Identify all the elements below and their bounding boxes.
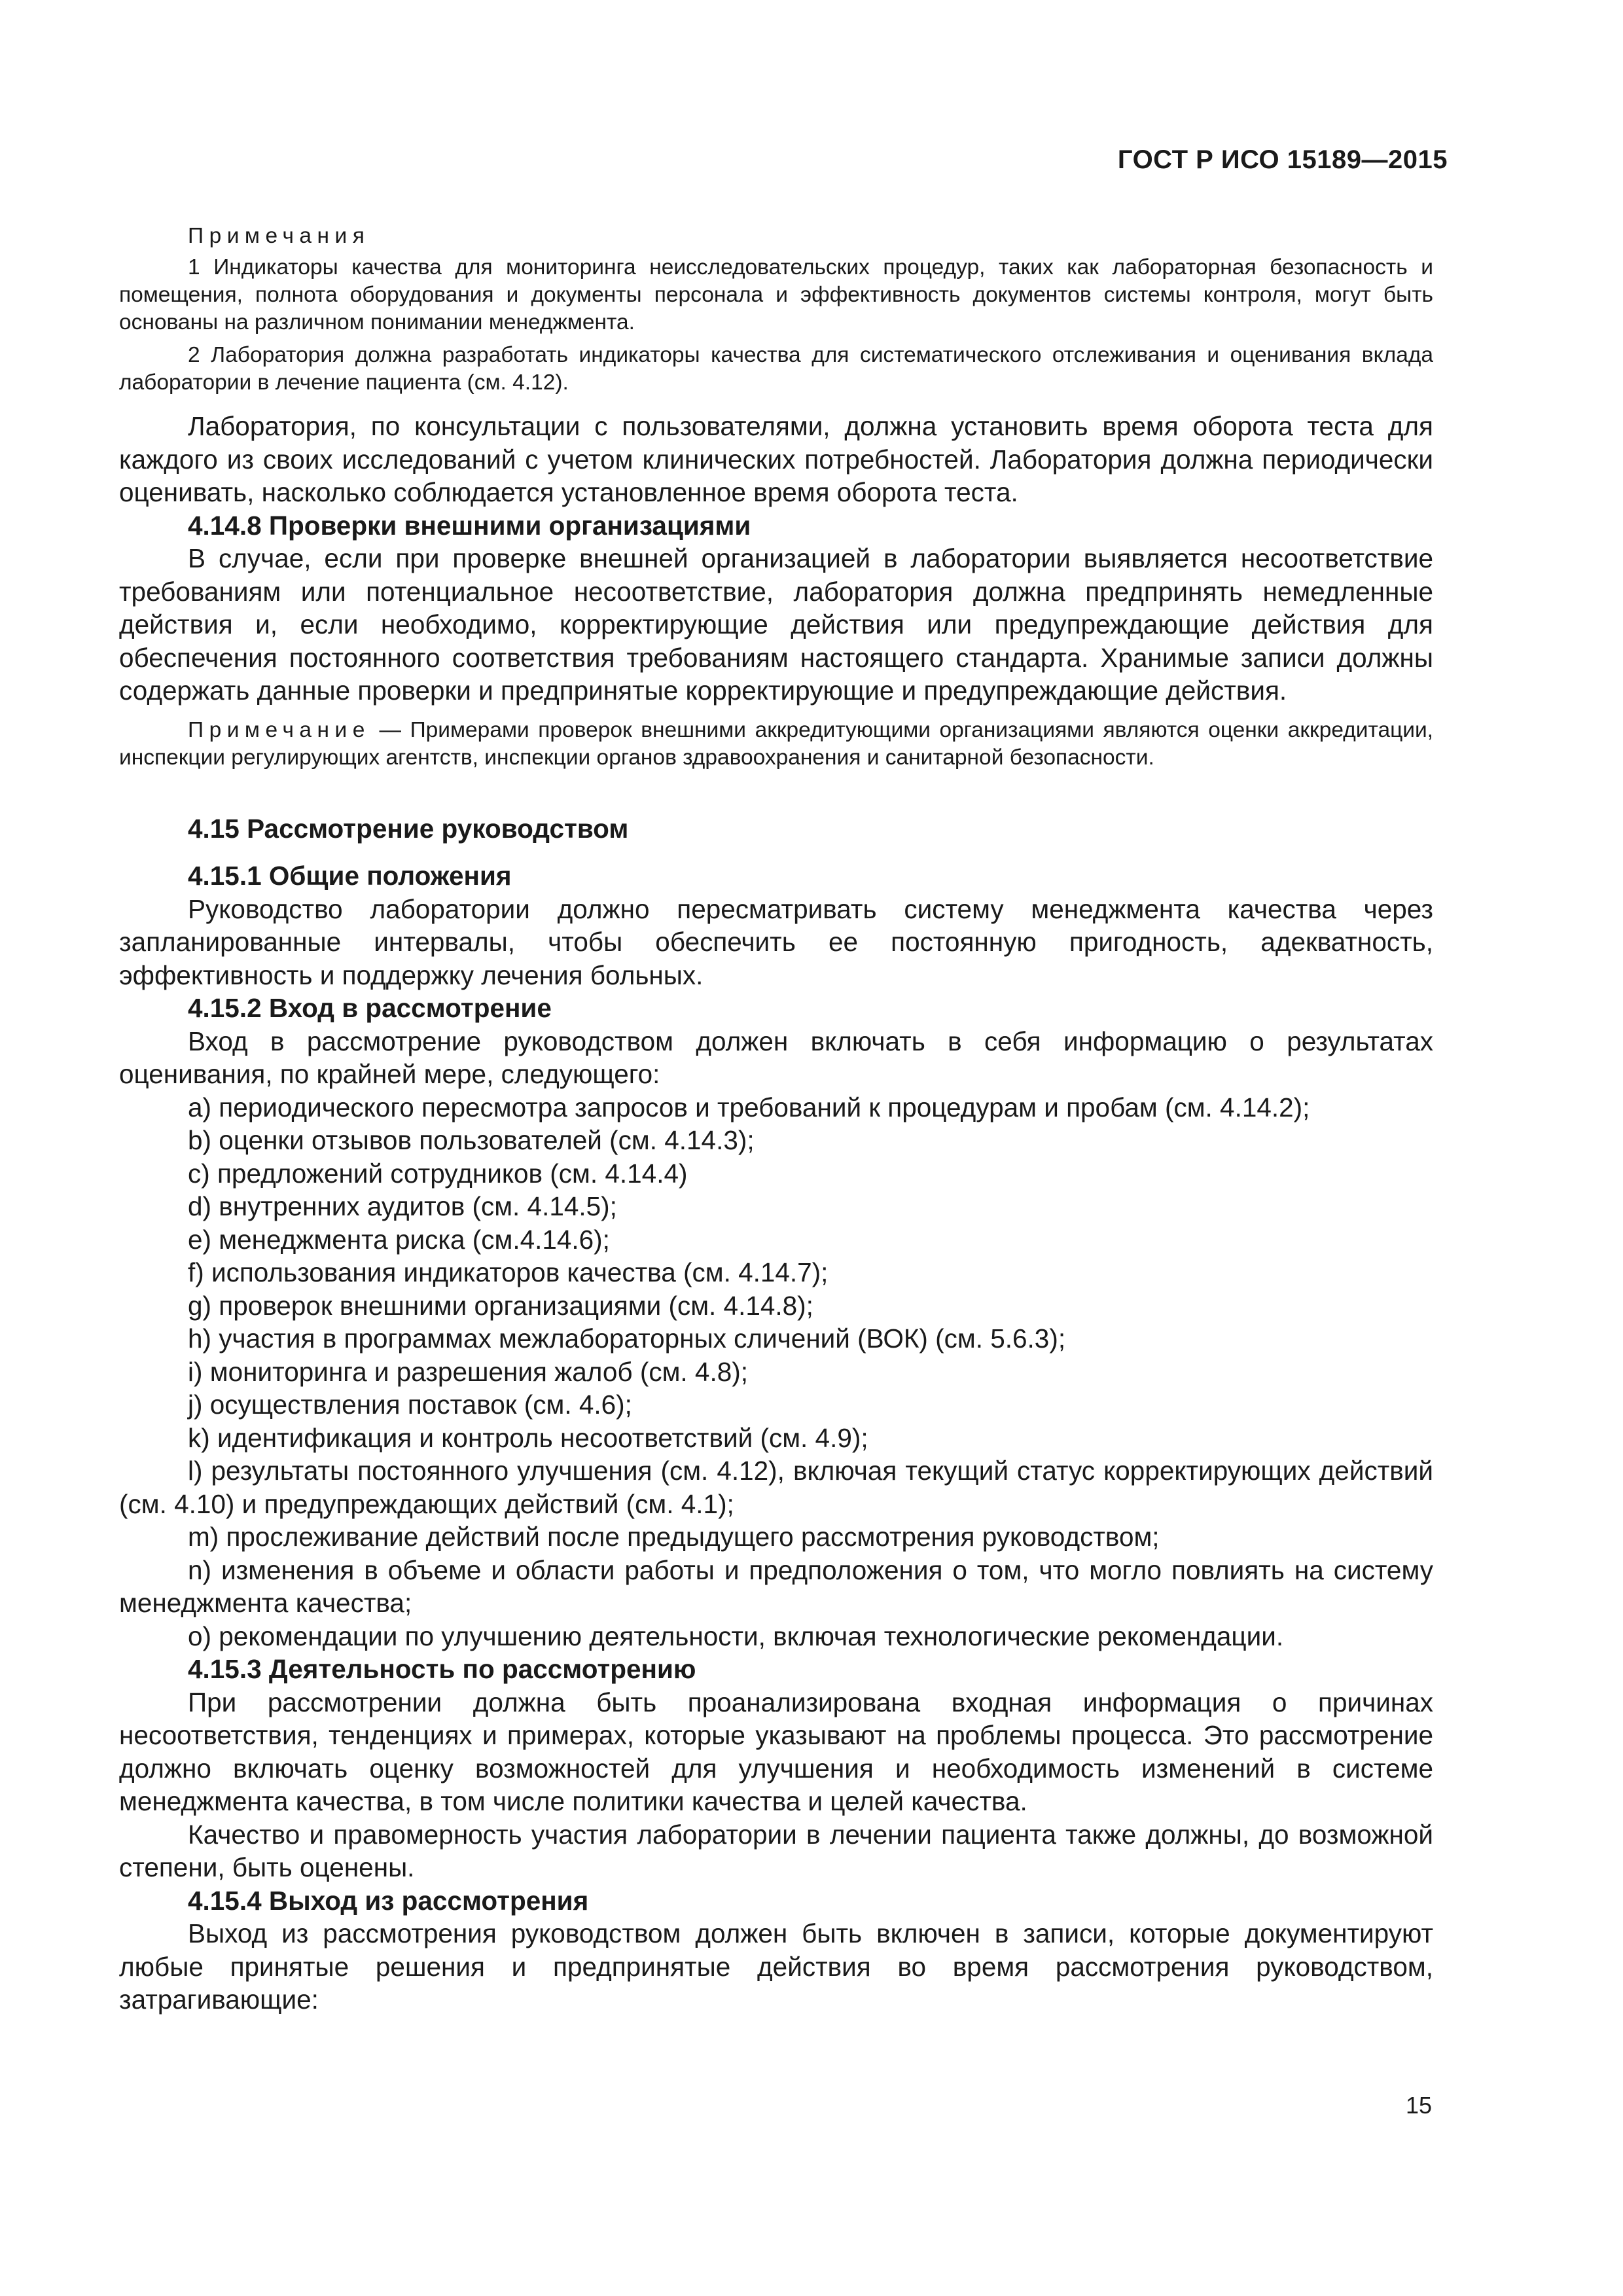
section-4-15-2-heading: 4.15.2 Вход в рассмотрение xyxy=(188,993,552,1023)
notes-title: Примечания xyxy=(188,224,370,248)
note-item-1: 1 Индикаторы качества для мониторинга неисследовательских процедур, таких как лабораторная безопасность и помещения, полнота оборудования и документы персонала и эффективность документов системы контроля, могут быть основаны на различном понимании менеджмента. xyxy=(119,255,1433,334)
section-4-15-1-heading: 4.15.1 Общие положения xyxy=(188,861,512,891)
input-item-b: b) оценки отзывов пользователей (см. 4.14.3); xyxy=(188,1125,755,1155)
input-item-m: m) прослеживание действий после предыдущего рассмотрения руководством; xyxy=(188,1522,1160,1552)
input-item-o: o) рекомендации по улучшению деятельности, включая технологические рекомендации. xyxy=(188,1621,1284,1651)
input-item-h: h) участия в программах межлабораторных сличений (ВОК) (см. 5.6.3); xyxy=(188,1323,1066,1354)
input-item-k: k) идентификация и контроль несоответствий (см. 4.9); xyxy=(188,1422,868,1453)
input-item-a: a) периодического пересмотра запросов и требований к процедурам и пробам (см. 4.14.2); xyxy=(188,1092,1310,1122)
section-4-15-1-text: Руководство лаборатории должно пересматривать систему менеджмента качества через запланированные интервалы, чтобы обеспечить ее постоянную пригодность, адекватность, эффективность и поддержку лечения больных. xyxy=(119,893,1433,990)
input-item-e: e) менеджмента риска (см.4.14.6); xyxy=(188,1224,610,1255)
input-item-d: d) внутренних аудитов (см. 4.14.5); xyxy=(188,1191,617,1221)
section-4-15-heading: 4.15 Рассмотрение руководством xyxy=(188,813,629,844)
section-4-14-8-text: В случае, если при проверке внешней организацией в лаборатории выявляется несоответствие требованиям или потенциальное несоответствие, лаборатория должна предпринять немедленные действия и, если необходимо, корректирующие действия или предупреждающие действия для обеспечения постоянного соответствия требованиям настоящего стандарта. Хранимые записи должны содержать данные проверки и предпринятые корректирующие и предупреждающие действия. xyxy=(119,543,1433,706)
input-item-l: l) результаты постоянного улучшения (см. 4.12), включая текущий статус корректирующих действий (см. 4.10) и предупреждающих действий (см. 4.1); xyxy=(119,1456,1433,1519)
section-4-15-4-text: Выход из рассмотрения руководством должен быть включен в записи, которые документируют любые принятые решения и предпринятые действия во время рассмотрения руководством, затрагивающие: xyxy=(119,1918,1433,2015)
input-item-c: c) предложений сотрудников (см. 4.14.4) xyxy=(188,1158,688,1189)
note-label: Примечание xyxy=(188,717,370,742)
turnaround-paragraph: Лаборатория, по консультации с пользователями, должна установить время оборота теста для каждого из своих исследований с учетом клинических потребностей. Лаборатория должна периодически оценивать, насколько соблюдается установленное время оборота теста. xyxy=(119,411,1433,507)
note-text: — Примерами проверок внешними аккредитующими организациями являются оценки аккредитации, инспекции регулирующих агентств, инспекции органов здравоохранения и санитарной безопасности. xyxy=(119,717,1433,770)
document-header: ГОСТ Р ИСО 15189—2015 xyxy=(1117,145,1448,174)
input-item-i: i) мониторинга и разрешения жалоб (см. 4.8); xyxy=(188,1356,748,1387)
section-4-15-3-text-2: Качество и правомерность участия лаборатории в лечении пациента также должны, до возможной степени, быть оценены. xyxy=(119,1819,1433,1882)
page-number: 15 xyxy=(1405,2092,1432,2119)
section-4-15-4-heading: 4.15.4 Выход из рассмотрения xyxy=(188,1885,589,1916)
input-item-j: j) осуществления поставок (см. 4.6); xyxy=(188,1390,632,1420)
section-4-15-3-heading: 4.15.3 Деятельность по рассмотрению xyxy=(188,1654,696,1684)
input-item-g: g) проверок внешними организациями (см. 4.14.8); xyxy=(188,1290,813,1321)
section-4-14-8-note xyxy=(119,717,1433,772)
section-4-15-2-intro: Вход в рассмотрение руководством должен включать в себя информацию о результатах оценивания, по крайней мере, следующего: xyxy=(119,1026,1433,1089)
input-item-f: f) использования индикаторов качества (см. 4.14.7); xyxy=(188,1257,829,1287)
section-4-15-3-text-1: При рассмотрении должна быть проанализирована входная информация о причинах несоответствия, тенденциях и примерах, которые указывают на проблемы процесса. Это рассмотрение должно включать оценку возможностей для улучшения и необходимость изменений в системе менеджмента качества, в том числе политики качества и целей качества. xyxy=(119,1687,1433,1816)
input-item-n: n) изменения в объеме и области работы и предположения о том, что могло повлиять на систему менеджмента качества; xyxy=(119,1554,1433,1618)
page-body xyxy=(119,223,1433,2017)
note-item-2: 2 Лаборатория должна разработать индикаторы качества для систематического отслеживания и оценивания вклада лаборатории в лечение пациента (см. 4.12). xyxy=(119,343,1433,395)
section-4-14-8-heading: 4.14.8 Проверки внешними организациями xyxy=(188,510,751,541)
